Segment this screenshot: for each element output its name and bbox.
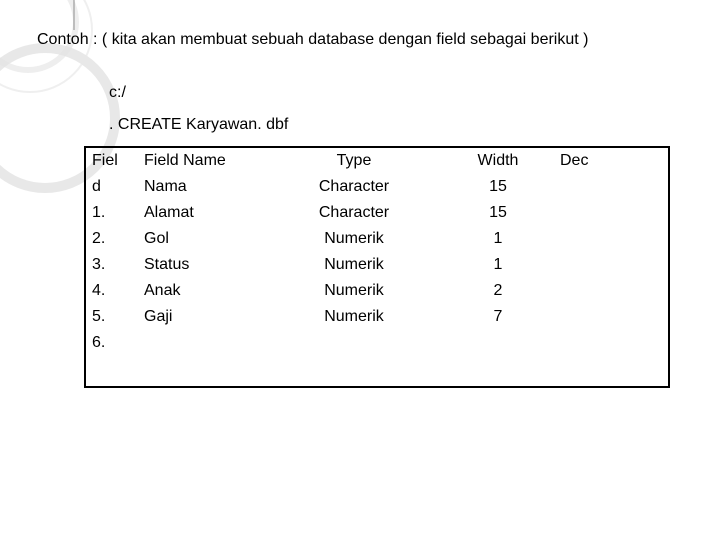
type-cell: Character [318,178,390,195]
field-number: 3. [92,256,106,273]
drive-prompt: c:/ [109,84,126,101]
type-column [296,148,412,330]
field-name-cell: Status [144,256,190,273]
field-number: 2. [92,230,106,247]
dec-column [560,148,588,174]
create-command: . CREATE Karyawan. dbf [109,116,289,133]
type-cell: Numerik [324,230,384,247]
field-header-line1: Fiel [92,152,118,169]
width-column [456,148,540,330]
intro-text: Contoh : ( kita akan membuat sebuah database dengan field sebagai berikut ) [37,31,589,48]
field-name-cell: Alamat [144,204,194,221]
width-cell: 15 [489,204,507,221]
width-header: Width [477,152,519,169]
field-header-line2: d [92,178,101,195]
field-number: 4. [92,282,106,299]
width-cell: 15 [489,178,507,195]
field-name-cell: Anak [144,282,181,299]
field-number: 1. [92,204,106,221]
field-table [84,146,670,388]
width-cell: 2 [493,282,503,299]
field-name-cell: Nama [144,178,187,195]
type-cell: Numerik [324,282,384,299]
type-cell: Numerik [324,256,384,273]
dec-header: Dec [560,152,589,169]
type-cell: Character [318,204,390,221]
type-cell: Numerik [324,308,384,325]
field-number: 5. [92,308,106,325]
field-name-cell: Gol [144,230,169,247]
field-name-column [144,148,226,330]
field-number-column [92,148,126,356]
width-cell: 1 [493,230,503,247]
field-name-header: Field Name [144,152,226,169]
type-header: Type [336,152,372,169]
width-cell: 7 [493,308,503,325]
width-cell: 1 [493,256,503,273]
field-name-cell: Gaji [144,308,173,325]
field-number: 6. [92,334,106,351]
